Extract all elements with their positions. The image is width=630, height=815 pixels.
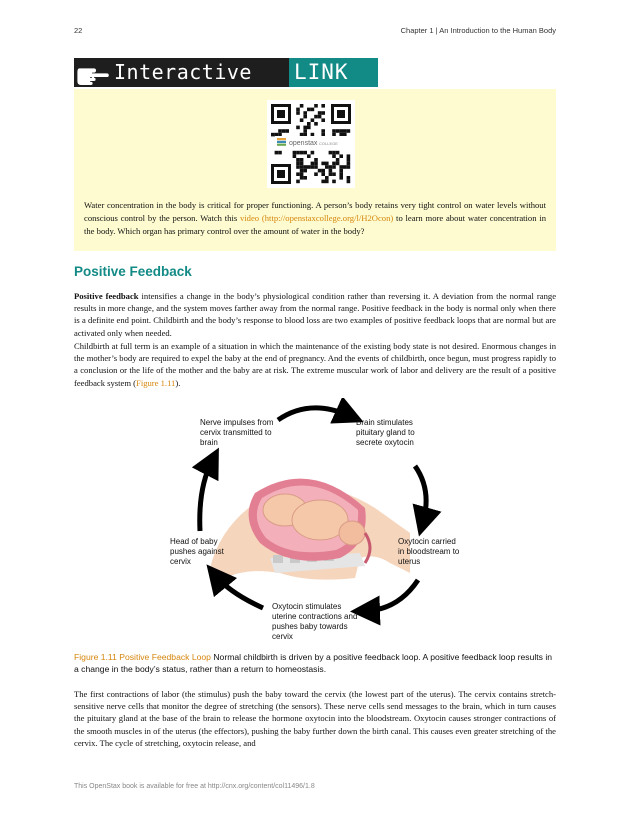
label-nerve-impulses: Nerve impulses from cervix transmitted to brain: [200, 418, 274, 447]
bold-term: Positive feedback: [74, 291, 139, 301]
figure-caption: Figure 1.11 Positive Feedback Loop Normal childbirth is driven by a positive feedback loop. A positive feedback loop results in a change in the body’s status, rather than a return to homeostasis.: [74, 652, 553, 674]
label-oxytocin-stimulates: Oxytocin stimulates uterine contractions and pushes baby towards cervix: [272, 602, 358, 641]
positive-feedback-figure: [160, 398, 460, 643]
page-number: 22: [74, 26, 83, 35]
qr-code[interactable]: [267, 100, 355, 188]
qr-brand-text: openstax: [289, 140, 318, 147]
label-brain-stimulates: Brain stimulates pituitary gland to secrete oxytocin: [356, 418, 415, 447]
pointing-hand-icon: [76, 60, 112, 85]
page-footer: This OpenStax book is available for free at http://cnx.org/content/col11496/1.8: [74, 783, 315, 790]
label-oxytocin-carried: Oxytocin carried in bloodstream to uterus: [398, 537, 460, 566]
interactive-box-text: Water concentration in the body is critical for proper functioning. A person’s body retains very tight control on water levels without conscious control by the person. Watch this video (http://openstaxcollege.org/l/H2Ocon) to learn more about water concentration in the body. Which organ has primary control over the amount of water in the body?: [84, 200, 546, 236]
section-title: Positive Feedback: [74, 264, 192, 279]
paragraph-childbirth: Childbirth at full term is an example of a situation in which the maintenance of the existing body state is not desired. Enormous changes in the mother’s body are required to expel the baby at the end of pregnancy. And the events of childbirth, once begun, must progress rapidly to a conclusion or the life of the mother and the baby are at risk. The extreme muscular work of labor and delivery are the result of a positive feedback system (Figure 1.11).: [74, 341, 556, 388]
paragraph-labor: The first contractions of labor (the stimulus) push the baby toward the cervix (the lowest part of the uterus). The cervix contains stretch-sensitive nerve cells that monitor the degree of stretching (the sensors). These nerve cells send messages to the brain, which in turn causes the pituitary gland at the base of the brain to release the hormone oxytocin into the bloodstream. Oxytocin causes stronger contractions of the smooth muscles in of the uterus (the effectors), pushing the baby further down the birth canal. This causes even greater stretching of the cervix. The cycle of stretching, oxytocin release, and: [74, 689, 556, 748]
figure-caption-title: Figure 1.11 Positive Feedback Loop: [74, 652, 211, 662]
chapter-header: Chapter 1 | An Introduction to the Human Body: [400, 26, 556, 35]
banner-word-link: LINK: [294, 60, 349, 84]
video-link[interactable]: video (http://openstaxcollege.org/l/H2Ocon): [240, 213, 394, 223]
interactive-link-banner: [74, 58, 378, 87]
figure-link[interactable]: Figure 1.11: [136, 377, 176, 388]
banner-word-interactive: Interactive: [114, 60, 252, 84]
label-head-of-baby: Head of baby pushes against cervix: [170, 537, 224, 566]
qr-sub-text: COLLEGE: [319, 141, 338, 146]
anatomy-illustration: [210, 479, 410, 580]
paragraph-positive-feedback: Positive feedback intensifies a change in the body’s physiological condition rather than reversing it. A deviation from the normal range results in more change, and the system moves farther away from the normal range. Positive feedback in the body is normal only when there is a definite end point. Childbirth and the body’s response to blood loss are two examples of positive feedback loops that are normal but are activated only when needed.: [74, 291, 557, 338]
